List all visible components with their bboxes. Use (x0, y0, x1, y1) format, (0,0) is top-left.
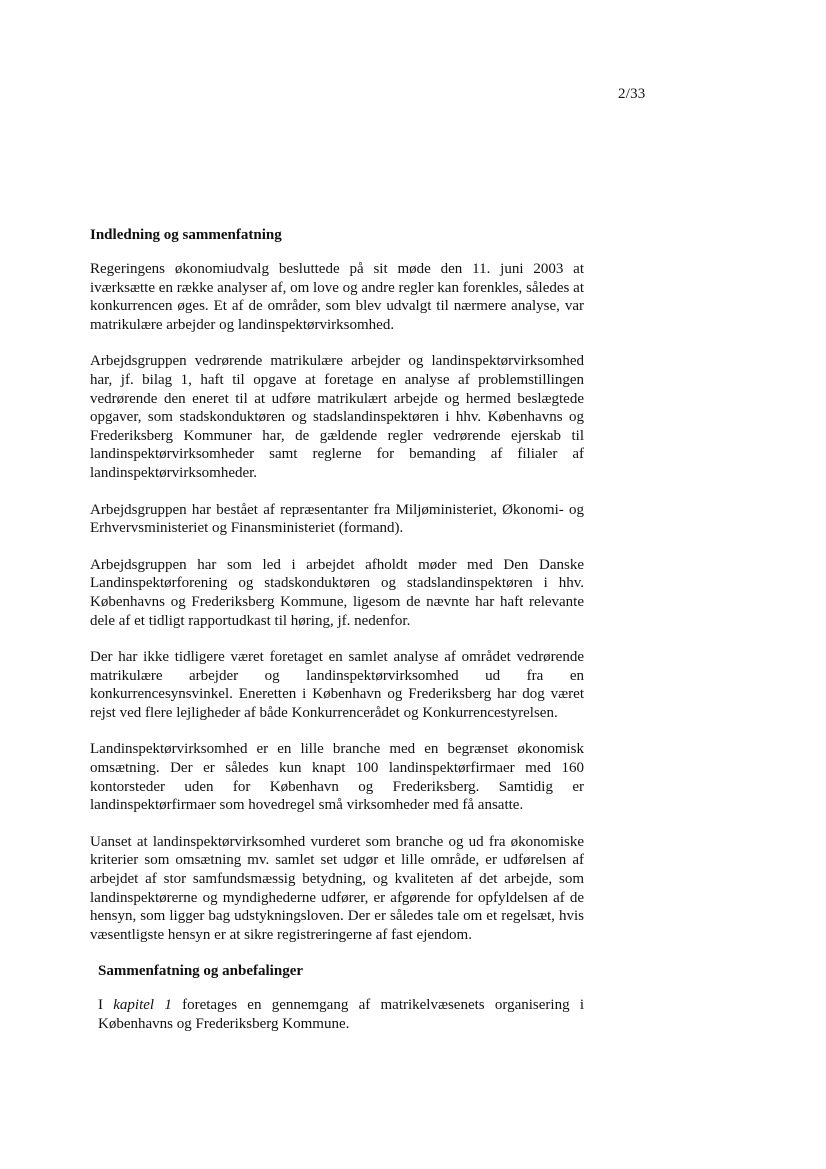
section-heading-summary: Sammenfatning og anbefalinger (98, 963, 304, 980)
paragraph: Regeringens økonomiudvalg besluttede på sit møde den 11. juni 2003 at iværksætte en række analyser af, om love og andre regler kan forenkles, således at konkurrencen øges. Et af de områder, som blev udvalgt til nærmere analyse, var matrikulære arbejder og landinspektørvirksomhed. (90, 261, 584, 333)
paragraph: Arbejdsgruppen har bestået af repræsentanter fra Miljøministeriet, Økonomi- og Erhvervsministeriet og Finansministeriet (formand). (90, 501, 584, 537)
text-suffix: foretages en gennemgang af matrikelvæsenets organisering i Københavns og Frederiksberg Kommune. (98, 997, 585, 1032)
paragraph: Arbejdsgruppen har som led i arbejdet afholdt møder med Den Danske Landinspektørforening og stadskonduktøren og stadslandinspektøren i hhv. Københavns og Frederiksberg Kommune, ligesom de nævnte har haft relevante dele af et tidligt rapportudkast til høring, jf. nedenfor. (90, 556, 584, 629)
paragraph: Arbejdsgruppen vedrørende matrikulære arbejder og landinspektørvirksomhed har, jf. bilag 1, haft til opgave at foretage en analyse af problemstillingen vedrørende den eneret til at udføre matrikulært arbejde og hermed beslægtede opgaver, som stadskonduktøren og stadslandinspektøren i hhv. Københavns og Frederiksberg Kommuner har, de gældende regler vedrørende ejerskab til landinspektørvirksomheder samt reglerne for bemanding af filialer af landinspektørvirksomheder. (90, 353, 584, 481)
text-prefix: I (98, 997, 114, 1014)
paragraph: Der har ikke tidligere været foretaget en samlet analyse af området vedrørende matrikulære arbejder og landinspektørvirksomhed ud fra en konkurrencesynsvinkel. Eneretten i København og Frederiksberg har dog været rejst ved flere lejligheder af både Konkurrencerådet og Konkurrencestyrelsen. (90, 649, 584, 721)
paragraph: Landinspektørvirksomhed er en lille branche med en begrænset økonomisk omsætning. Der er således kun knapt 100 landinspektørfirmaer med 160 kontorsteder uden for København og Frederiksberg. Samtidig er landinspektørfirmaer som hovedregel små virksomheder med få ansatte. (90, 741, 584, 814)
paragraph: Uanset at landinspektørvirksomhed vurderet som branche og ud fra økonomiske kriterier som omsætning mv. samlet set udgør et lille område, er udførelsen af arbejdet af stor samfundsmæssig betydning, og kvaliteten af det arbejde, som landinspektørerne og myndighederne udfører, er afgørende for opfyldelsen af de hensyn, som ligger bag udstykningsloven. Der er således tale om et regelsæt, hvis væsentligste hensyn er at sikre registreringerne af fast ejendom. (90, 833, 584, 943)
paragraph-chapter-1 (98, 996, 584, 1033)
chapter-reference: kapitel 1 (113, 997, 172, 1014)
page-number: 2/33 (618, 86, 646, 102)
document-body (90, 226, 584, 1052)
section-heading-introduction: Indledning og sammenfatning (90, 227, 282, 243)
